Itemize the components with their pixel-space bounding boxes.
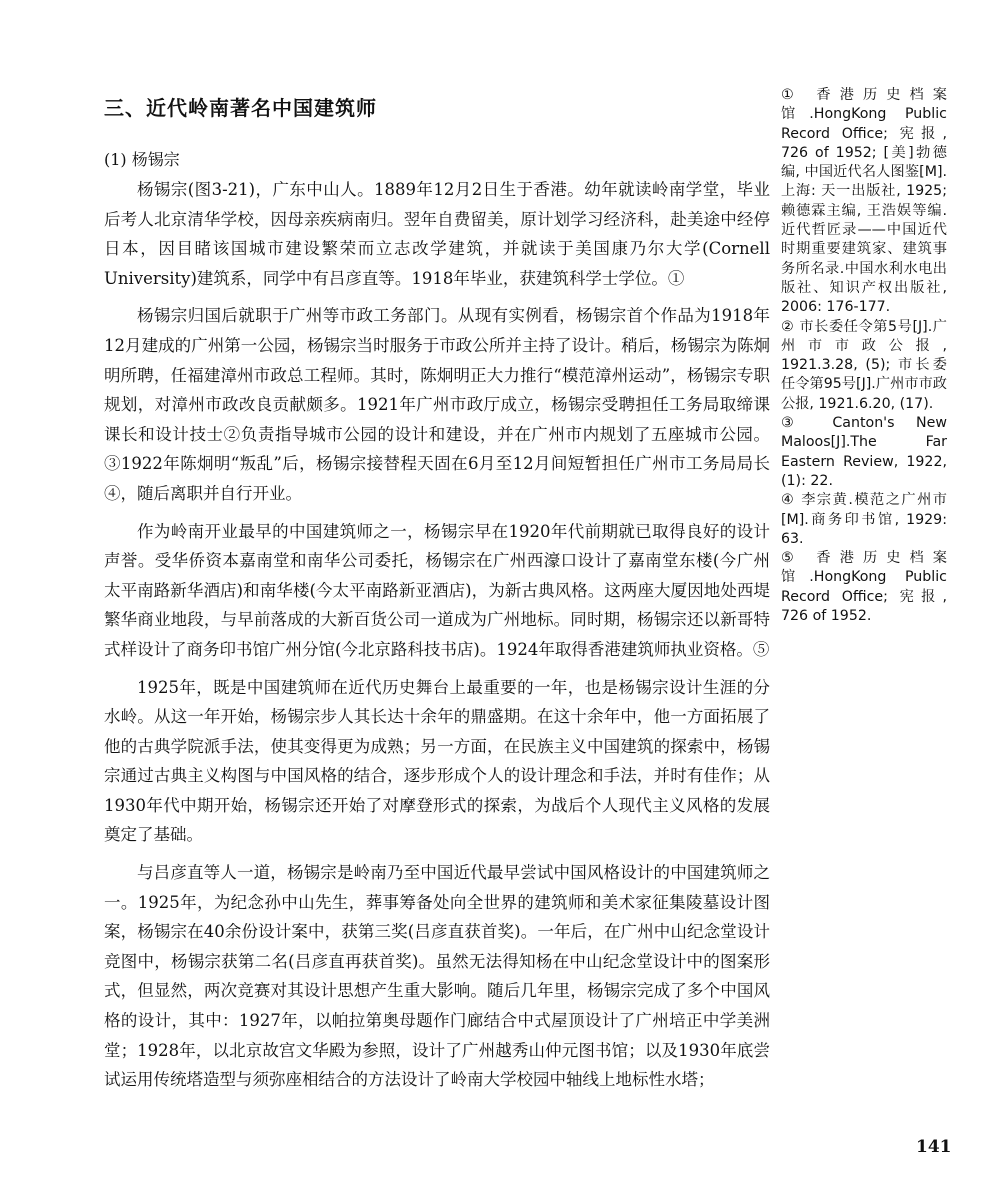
- subsection-heading: (1) 杨锡宗: [104, 150, 180, 169]
- side-note: ② 市长委任令第5号[J].广州市市政公报, 1921.3.28, (5); 市长委任令第95号[J].广州市市政公报, 1921.6.20, (17).: [781, 318, 947, 412]
- paragraph: 1925年，既是中国建筑师在近代历史舞台上最重要的一年，也是杨锡宗设计生涯的分水岭。从这一年开始，杨锡宗步人其长达十余年的鼎盛期。在这十余年中，他一方面拓展了他的古典学院派手法，使其变得更为成熟；另一方面，在民族主义中国建筑的探索中，杨锡宗通过古典主义构图与中国风格的结合，逐步形成个人的设计理念和手法，并时有佳作；从1930年代中期开始，杨锡宗还开始了对摩登形式的探索，为战后个人现代主义风格的发展奠定了基础。: [104, 677, 770, 845]
- side-notes: [781, 86, 947, 626]
- section-heading: 三、近代岭南著名中国建筑师: [104, 96, 377, 120]
- main-text: [104, 175, 770, 1103]
- side-note: ③ Canton's New Maloos[J].The Far Eastern Review, 1922, (1): 22.: [781, 415, 947, 489]
- side-note: ④ 李宗黄.模范之广州市[M].商务印书馆, 1929: 63.: [781, 492, 947, 547]
- paragraph: 杨锡宗(图3-21)，广东中山人。1889年12月2日生于香港。幼年就读岭南学堂，毕业后考人北京清华学校，因母亲疾病南归。翌年自费留美，原计划学习经济科，赴美途中经停日本，因目睹该国城市建设繁荣而立志改学建筑，并就读于美国康乃尔大学(Cornell University)建筑系，同学中有吕彦直等。1918年毕业，获建筑科学士学位。①: [104, 180, 770, 288]
- paragraph: 作为岭南开业最早的中国建筑师之一，杨锡宗早在1920年代前期就已取得良好的设计声誉。受华侨资本嘉南堂和南华公司委托，杨锡宗在广州西濠口设计了嘉南堂东楼(今广州太平南路新华酒店)和南华楼(今太平南路新亚酒店)，为新古典风格。这两座大厦因地处西堤繁华商业地段，与早前落成的大新百货公司一道成为广州地标。同时期，杨锡宗还以新哥特式样设计了商务印书馆广州分馆(今北京路科技书店)。1924年取得香港建筑师执业资格。⑤: [104, 521, 770, 659]
- side-note: ⑤ 香港历史档案馆.HongKong Public Record Office; 宪报, 726 of 1952.: [781, 550, 947, 625]
- side-note: ① 香港历史档案馆.HongKong Public Record Office; 宪报, 726 of 1952; [美]勃德编, 中国近代名人图鉴[M].上海: 天一出版社, 1925; 赖德霖主编, 王浩娱等编.近代哲匠录——中国近代时期重要建筑家、建筑事务所名录.中国水利水电出版社、知识产权出版社, 2006: 176-177.: [781, 87, 947, 316]
- paragraph: 与吕彦直等人一道，杨锡宗是岭南乃至中国近代最早尝试中国风格设计的中国建筑师之一。1925年，为纪念孙中山先生，葬事筹备处向全世界的建筑师和美术家征集陵墓设计图案，杨锡宗在40余份设计案中，获第三奖(吕彦直获首奖)。一年后，在广州中山纪念堂设计竞图中，杨锡宗获第二名(吕彦直再获首奖)。虽然无法得知杨在中山纪念堂设计中的图案形式，但显然，两次竞赛对其设计思想产生重大影响。随后几年里，杨锡宗完成了多个中国风格的设计，其中：1927年，以帕拉第奥母题作门廊结合中式屋顶设计了广州培正中学美洲堂；1928年，以北京故宫文华殿为参照，设计了广州越秀山仲元图书馆；以及1930年底尝试运用传统塔造型与须弥座相结合的方法设计了岭南大学校园中轴线上地标性水塔；: [104, 863, 770, 1090]
- page-number: 141: [916, 1137, 952, 1157]
- paragraph: 杨锡宗归国后就职于广州等市政工务部门。从现有实例看，杨锡宗首个作品为1918年12月建成的广州第一公园，杨锡宗当时服务于市政公所并主持了设计。稍后，杨锡宗为陈炯明所聘，任福建漳州市政总工程师。其时，陈炯明正大力推行“模范漳州运动”，杨锡宗专职规划，对漳州市政改良贡献颇多。1921年广州市政厅成立，杨锡宗受聘担任工务局取缔课课长和设计技士②负责指导城市公园的设计和建设，并在广州市内规划了五座城市公园。③1922年陈炯明“叛乱”后，杨锡宗接替程天固在6月至12月间短暂担任广州市工务局局长④，随后离职并自行开业。: [104, 306, 770, 503]
